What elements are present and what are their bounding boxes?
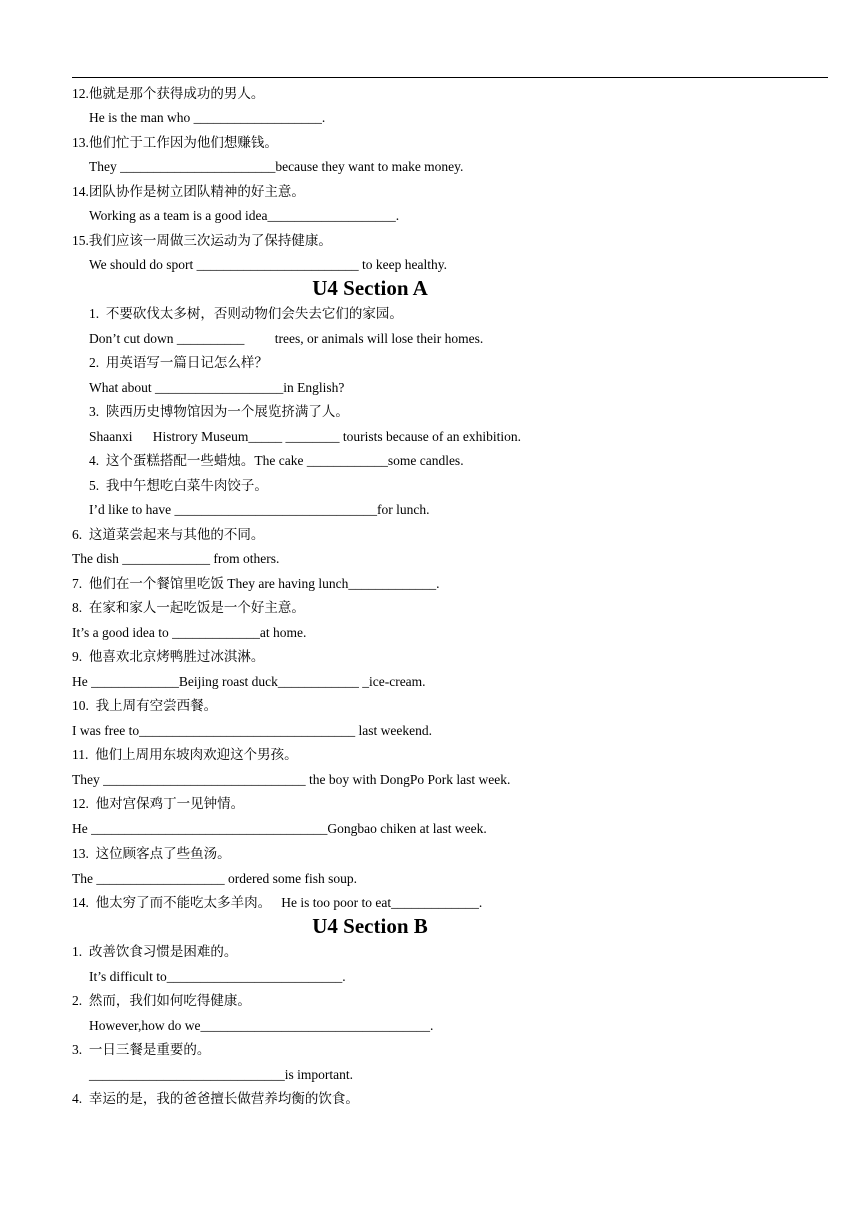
b-item-2-english: However,how do we__________________________________. (89, 1018, 434, 1033)
a-item-12-chinese: 12. 他对宫保鸡丁一见钟情。 (72, 796, 245, 811)
a-item-1-english: Don’t cut down __________ trees, or animals will lose their homes. (89, 331, 484, 346)
item-14-english: Working as a team is a good idea___________________. (89, 208, 400, 223)
item-13-english: They _______________________because they want to make money. (89, 159, 464, 174)
b-item-1-english: It’s difficult to__________________________. (89, 969, 346, 984)
a-item-3-english: Shaanxi Histrory Museum_____ ________ tourists because of an exhibition. (89, 429, 521, 444)
a-item-3-chinese: 3. 陕西历史博物馆因为一个展览挤满了人。 (89, 404, 349, 419)
a-item-9-english: He _____________Beijing roast duck____________ _ice-cream. (72, 674, 426, 689)
a-item-10-chinese: 10. 我上周有空尝西餐。 (72, 698, 218, 713)
a-item-12-english: He ___________________________________Gongbao chiken at last week. (72, 821, 487, 836)
item-12-chinese: 12.他就是那个获得成功的男人。 (72, 86, 265, 101)
item-14-chinese: 14.团队协作是树立团队精神的好主意。 (72, 184, 305, 199)
b-item-3-english: _____________________________is important. (89, 1067, 353, 1082)
a-item-13-chinese: 13. 这位顾客点了些鱼汤。 (72, 846, 231, 861)
a-item-8-chinese: 8. 在家和家人一起吃饭是一个好主意。 (72, 600, 305, 615)
a-item-1-chinese: 1. 不要砍伐太多树，否则动物们会失去它们的家园。 (89, 306, 403, 321)
a-item-2-chinese: 2. 用英语写一篇日记怎么样？ (89, 355, 268, 370)
a-item-11-chinese: 11. 他们上周用东坡肉欢迎这个男孩。 (72, 747, 298, 762)
b-item-3-chinese: 3. 一日三餐是重要的。 (72, 1042, 211, 1057)
a-item-11-english: They ______________________________ the boy with DongPo Pork last week. (72, 772, 511, 787)
a-item-2-english: What about ___________________in English? (89, 380, 345, 395)
a-item-8-english: It’s a good idea to _____________at home. (72, 625, 307, 640)
a-item-4: 4. 这个蛋糕搭配一些蜡烛。The cake ____________some candles. (89, 453, 464, 468)
b-item-1-chinese: 1. 改善饮食习惯是困难的。 (72, 944, 238, 959)
item-15-chinese: 15.我们应该一周做三次运动为了保持健康。 (72, 233, 332, 248)
a-item-7: 7. 他们在一个餐馆里吃饭 They are having lunch_____________. (72, 576, 440, 591)
item-12-english: He is the man who ___________________. (89, 110, 326, 125)
a-item-6-english: The dish _____________ from others. (72, 551, 280, 566)
a-item-5-english: I’d like to have ______________________________for lunch. (89, 502, 430, 517)
b-item-2-chinese: 2. 然而，我们如何吃得健康。 (72, 993, 251, 1008)
a-item-6-chinese: 6. 这道菜尝起来与其他的不同。 (72, 527, 265, 542)
section-heading-u4-a: U4 Section A (312, 276, 428, 300)
a-item-10-english: I was free to________________________________ last weekend. (72, 723, 432, 738)
a-item-9-chinese: 9. 他喜欢北京烤鸭胜过冰淇淋。 (72, 649, 265, 664)
a-item-14: 14. 他太穷了而不能吃太多羊肉。 He is too poor to eat_____________. (72, 895, 483, 910)
section-heading-u4-b: U4 Section B (312, 914, 428, 938)
a-item-5-chinese: 5. 我中午想吃白菜牛肉饺子。 (89, 478, 268, 493)
item-13-chinese: 13.他们忙于工作因为他们想赚钱。 (72, 135, 278, 150)
b-item-4-chinese: 4. 幸运的是，我的爸爸擅长做营养均衡的饮食。 (72, 1091, 359, 1106)
header-rule (72, 77, 828, 78)
item-15-english: We should do sport ________________________ to keep healthy. (89, 257, 448, 272)
a-item-13-english: The ___________________ ordered some fish soup. (72, 871, 357, 886)
